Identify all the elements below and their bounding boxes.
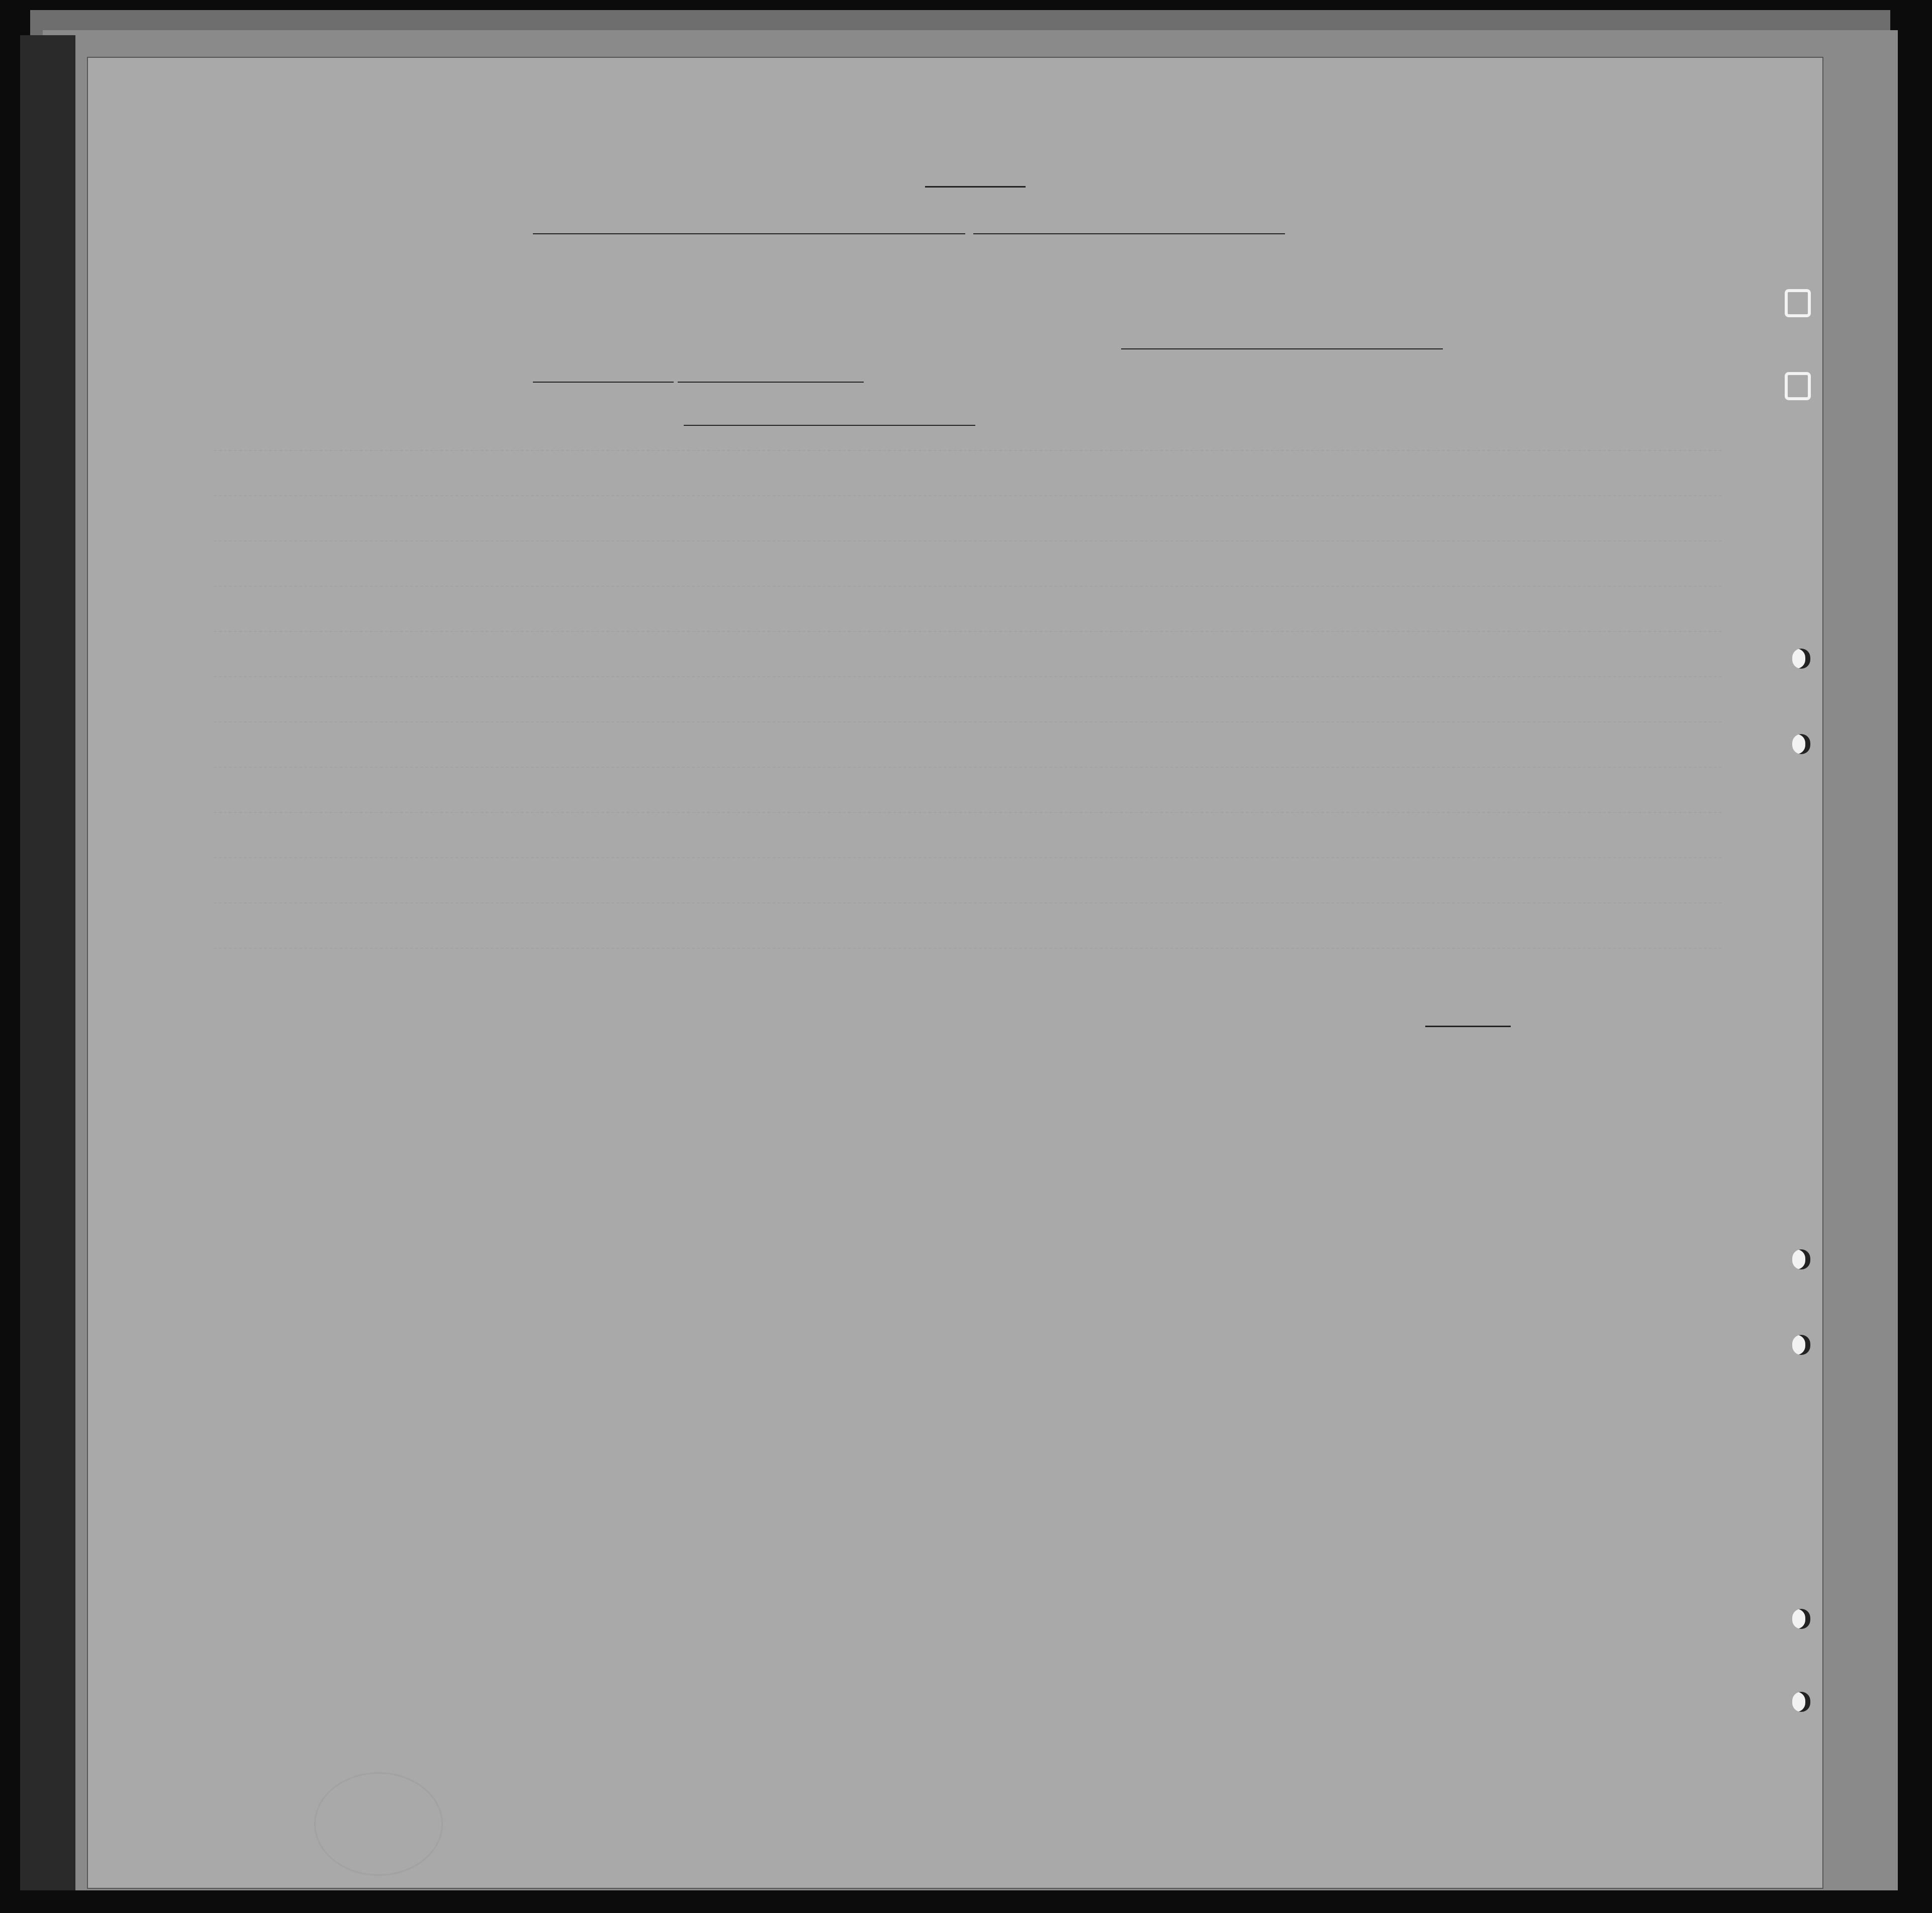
bleedthrough-row — [214, 495, 1722, 516]
bleedthrough-row — [214, 450, 1722, 471]
races-title-underline — [1425, 1026, 1511, 1027]
binder-clip — [1785, 372, 1811, 400]
vessel-blank[interactable] — [973, 233, 1285, 234]
title-underline — [925, 186, 1026, 188]
punch-hole — [1792, 649, 1810, 669]
master-signature-line[interactable] — [1121, 348, 1443, 349]
sworn-year-blank[interactable] — [849, 382, 864, 383]
bleedthrough-row — [214, 676, 1722, 697]
punch-hole — [1792, 1692, 1810, 1712]
bleedthrough-row — [214, 586, 1722, 607]
bleedthrough-row — [214, 540, 1722, 562]
faded-stamp — [314, 1772, 443, 1876]
punch-hole — [1792, 1609, 1810, 1629]
bleedthrough-row — [214, 948, 1722, 969]
inspector-signature-line[interactable] — [684, 425, 975, 426]
handwritten-vessel-name — [30, 382, 70, 1086]
sworn-line — [533, 369, 864, 387]
bleedthrough-row — [214, 812, 1722, 833]
document-page — [88, 58, 1822, 1888]
punch-hole — [1792, 1249, 1810, 1269]
sworn-month-blank[interactable] — [678, 382, 849, 383]
bleedthrough-row — [214, 721, 1722, 743]
punch-hole — [1792, 734, 1810, 754]
binder-clip — [1785, 289, 1811, 317]
bleedthrough-row — [214, 857, 1722, 878]
name-blank[interactable] — [533, 233, 965, 234]
bleedthrough-row — [214, 631, 1722, 652]
declaration-line — [533, 220, 1285, 238]
bleedthrough-row — [214, 767, 1722, 788]
sworn-day-blank[interactable] — [533, 382, 674, 383]
punch-hole — [1792, 1335, 1810, 1355]
bleedthrough-row — [214, 902, 1722, 924]
